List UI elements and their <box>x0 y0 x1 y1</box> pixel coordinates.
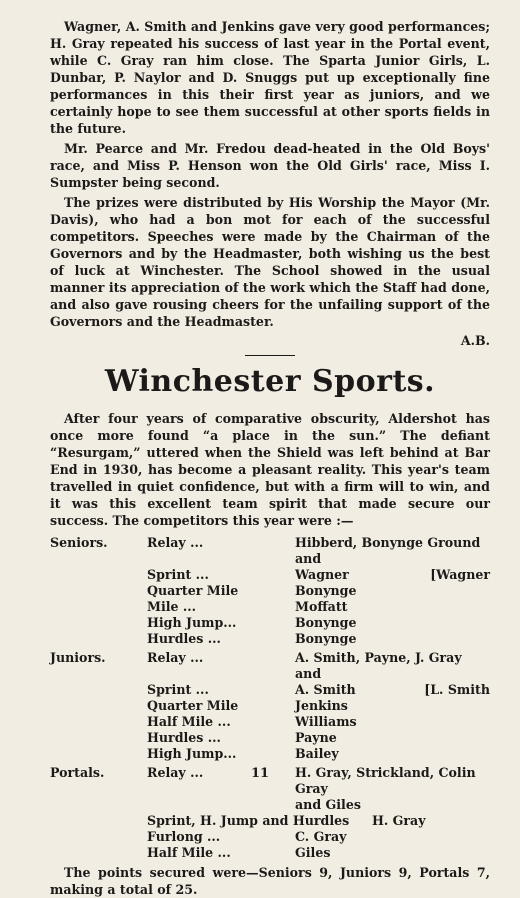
section-divider <box>245 355 295 356</box>
result-row <box>50 829 490 845</box>
results-group-juniors <box>50 650 490 762</box>
event-name: Quarter Mile <box>147 583 239 598</box>
competitor-names: Wagner <box>295 567 349 582</box>
competitor-names: Moffatt <box>295 599 348 614</box>
results-table <box>50 535 490 861</box>
event-name: Hurdles ... <box>147 730 221 745</box>
result-row <box>50 714 490 730</box>
result-row <box>50 615 490 631</box>
article-title: Winchester Sports. <box>104 364 436 399</box>
result-row <box>50 583 490 599</box>
competitor-names: C. Gray <box>295 829 347 844</box>
group-label: Seniors. <box>50 535 108 550</box>
page-number: 11 <box>250 766 270 781</box>
report-signature: A.B. <box>460 333 490 348</box>
competitor-names: Williams <box>295 714 357 729</box>
results-group-seniors <box>50 535 490 647</box>
result-row <box>50 813 490 829</box>
report-paragraph: The prizes were distributed by His Worship the Mayor (Mr. Davis), who had a bon mot for each of the successful competitors. Speeches were made by the Chairman of the Governors and by the Headmaster, both wishing us the best of luck at Winchester. The School showed in the usual manner its appreciation of the work which the Staff had done, and also gave rousing cheers for the unfailing support of the Governors and the Headmaster. <box>50 195 490 329</box>
competitor-names: Bonynge <box>295 631 357 646</box>
event-name: High Jump... <box>147 615 237 630</box>
event-name: Relay ... <box>147 765 204 780</box>
result-row <box>50 746 490 762</box>
event-name: Sprint, H. Jump and Hurdles <box>147 813 350 828</box>
result-row <box>50 845 490 861</box>
competitor-names: A. Smith, Payne, J. Gray and <box>295 650 462 681</box>
event-name: Sprint ... <box>147 567 209 582</box>
points-summary: The points secured were—Seniors 9, Juniors 9, Portals 7, making a total of 25. <box>50 865 490 897</box>
result-row <box>50 730 490 746</box>
article-intro: After four years of comparative obscurity, Aldershot has once more found “a place in the sun.” The defiant “Resurgam,” uttered when the Shield was left behind at Bar End in 1930, has become a pleasant reality. This year's team travelled in quiet confidence, but with a firm will to win, and it was this excellent team spirit that made secure our success. The competitors this year were :— <box>50 411 490 528</box>
result-row <box>50 682 490 698</box>
event-name: Furlong ... <box>147 829 221 844</box>
result-row <box>50 567 490 583</box>
event-name: High Jump... <box>147 746 237 761</box>
competitor-names: Hibberd, Bonynge Ground and <box>295 535 481 566</box>
competitor-names: H. Gray <box>372 813 426 828</box>
event-name: Relay ... <box>147 650 204 665</box>
competitor-names: Jenkins <box>295 698 348 713</box>
carried-over-name: [Wagner <box>430 567 490 582</box>
event-name: Half Mile ... <box>147 845 231 860</box>
carried-over-name: [L. Smith <box>424 682 490 697</box>
event-name: Relay ... <box>147 535 204 550</box>
event-name: Sprint ... <box>147 682 209 697</box>
report-paragraph: Wagner, A. Smith and Jenkins gave very good performances; H. Gray repeated his success of last year in the Portal event, while C. Gray ran him close. The Sparta Junior Girls, L. Dunbar, P. Naylor and D. Snuggs put up exceptionally fine performances in this their first year as juniors, and we certainly hope to see them successful at other sports fields in the future. <box>50 19 490 136</box>
competitor-names-continued: and Giles <box>295 797 361 812</box>
result-row <box>50 698 490 714</box>
competitor-names: Bonynge <box>295 583 357 598</box>
competitor-names: H. Gray, Strickland, Colin Gray <box>295 765 476 796</box>
result-row <box>50 650 490 682</box>
group-label: Juniors. <box>50 650 106 665</box>
result-row <box>50 631 490 647</box>
result-row <box>50 599 490 615</box>
competitor-names: Giles <box>295 845 331 860</box>
report-paragraph: Mr. Pearce and Mr. Fredou dead-heated in the Old Boys' race, and Miss P. Henson won the Old Girls' race, Miss I. Sumpster being second. <box>50 141 490 190</box>
event-name: Hurdles ... <box>147 631 221 646</box>
event-name: Mile ... <box>147 599 197 614</box>
competitor-names: A. Smith <box>295 682 356 697</box>
event-name: Half Mile ... <box>147 714 231 729</box>
result-row <box>50 535 490 567</box>
competitor-names: Bailey <box>295 746 339 761</box>
competitor-names: Bonynge <box>295 615 357 630</box>
event-name: Quarter Mile <box>147 698 239 713</box>
group-label: Portals. <box>50 765 105 780</box>
competitor-names: Payne <box>295 730 337 745</box>
